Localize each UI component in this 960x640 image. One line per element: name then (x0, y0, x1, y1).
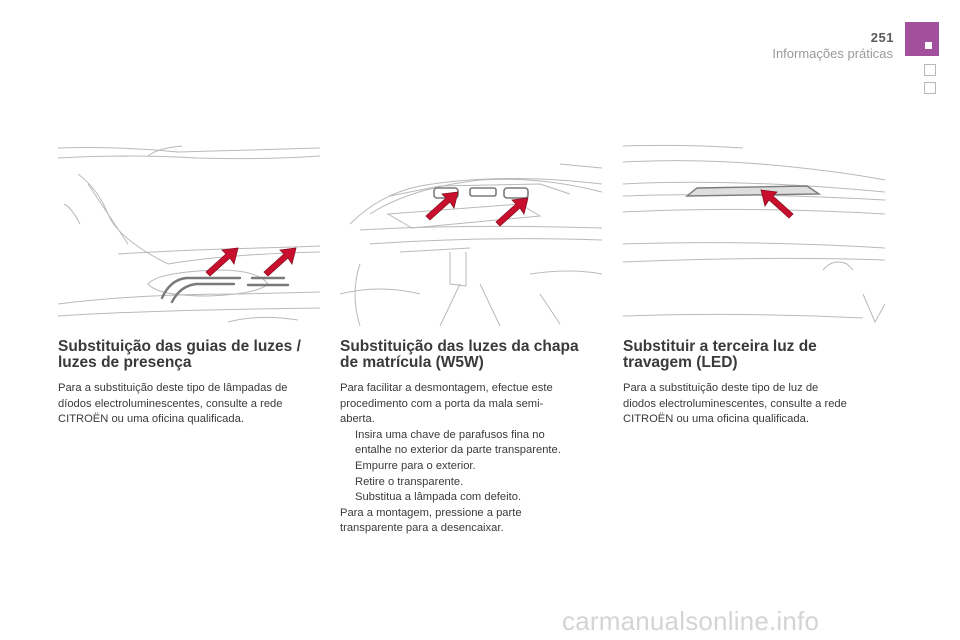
car-rear-brake-light-drawing (623, 144, 885, 326)
text-line: Para facilitar a desmontagem, efectue este (340, 382, 553, 394)
section-title-line: Substituir a terceira luz de (623, 338, 817, 355)
text-line: Para a substituição deste tipo de lâmpadas de (58, 382, 288, 394)
red-arrow-icon (206, 248, 296, 276)
car-rear-plate-lights-drawing (340, 144, 602, 326)
step-item (340, 490, 602, 506)
step-item (340, 428, 602, 459)
text-line: diodos electroluminescentes, consulte a rede (623, 397, 847, 410)
text-line: Para a montagem, pressione a parte (340, 506, 522, 519)
text-line: procedimento com a porta da mala semi- (340, 397, 544, 410)
text-line: transparente para a desencaixar. (340, 522, 504, 535)
section-body (58, 381, 320, 428)
illustration-third-brake-light (623, 144, 885, 326)
chapter-tab-empty-2[interactable] (924, 82, 936, 94)
section-title-line: travagem (LED) (623, 354, 738, 371)
chapter-tab-marker (925, 42, 932, 49)
step-list (340, 428, 602, 506)
text-line: Retire o transparente. (355, 475, 464, 488)
illustration-number-plate-lights (340, 144, 602, 326)
section-title-line: luzes de presença (58, 354, 192, 371)
chapter-tab[interactable] (905, 22, 939, 56)
text-line: díodos electroluminescentes, consulte a rede (58, 397, 283, 410)
text-line: Para a substituição deste tipo de luz de (623, 382, 819, 394)
illustration-light-guides (58, 144, 320, 326)
section-number-plate-lights (340, 339, 602, 537)
section-title (623, 339, 885, 371)
section-third-brake-light (623, 339, 885, 428)
section-title-line: Substituição das luzes da chapa (340, 338, 579, 355)
text-line: aberta. (340, 413, 375, 426)
text-line: entalhe no exterior da parte transparente. (355, 444, 561, 457)
car-front-light-guides-drawing (58, 144, 320, 326)
red-arrow-icon (426, 192, 528, 226)
text-line: CITROËN ou uma oficina qualificada. (58, 413, 244, 426)
section-title (58, 339, 320, 371)
text-line: CITROËN ou uma oficina qualificada. (623, 413, 809, 426)
section-title-line: de matrícula (W5W) (340, 354, 484, 371)
section-title-line: Substituição das guias de luzes / (58, 338, 301, 355)
text-line: Substitua a lâmpada com defeito. (355, 491, 522, 504)
section-light-guides (58, 339, 320, 428)
step-item (340, 475, 602, 491)
section-outro (340, 506, 602, 537)
page-number: 251 (870, 30, 894, 45)
section-intro (340, 381, 602, 428)
step-item (340, 459, 602, 475)
text-line: Empurre para o exterior. (355, 459, 476, 472)
chapter-title: Informações práticas (772, 46, 893, 61)
chapter-tab-empty-1[interactable] (924, 64, 936, 76)
watermark: carmanualsonline.info (562, 606, 820, 636)
section-body (623, 381, 885, 428)
text-line: Insira uma chave de parafusos fina no (355, 428, 545, 441)
section-title (340, 339, 602, 371)
